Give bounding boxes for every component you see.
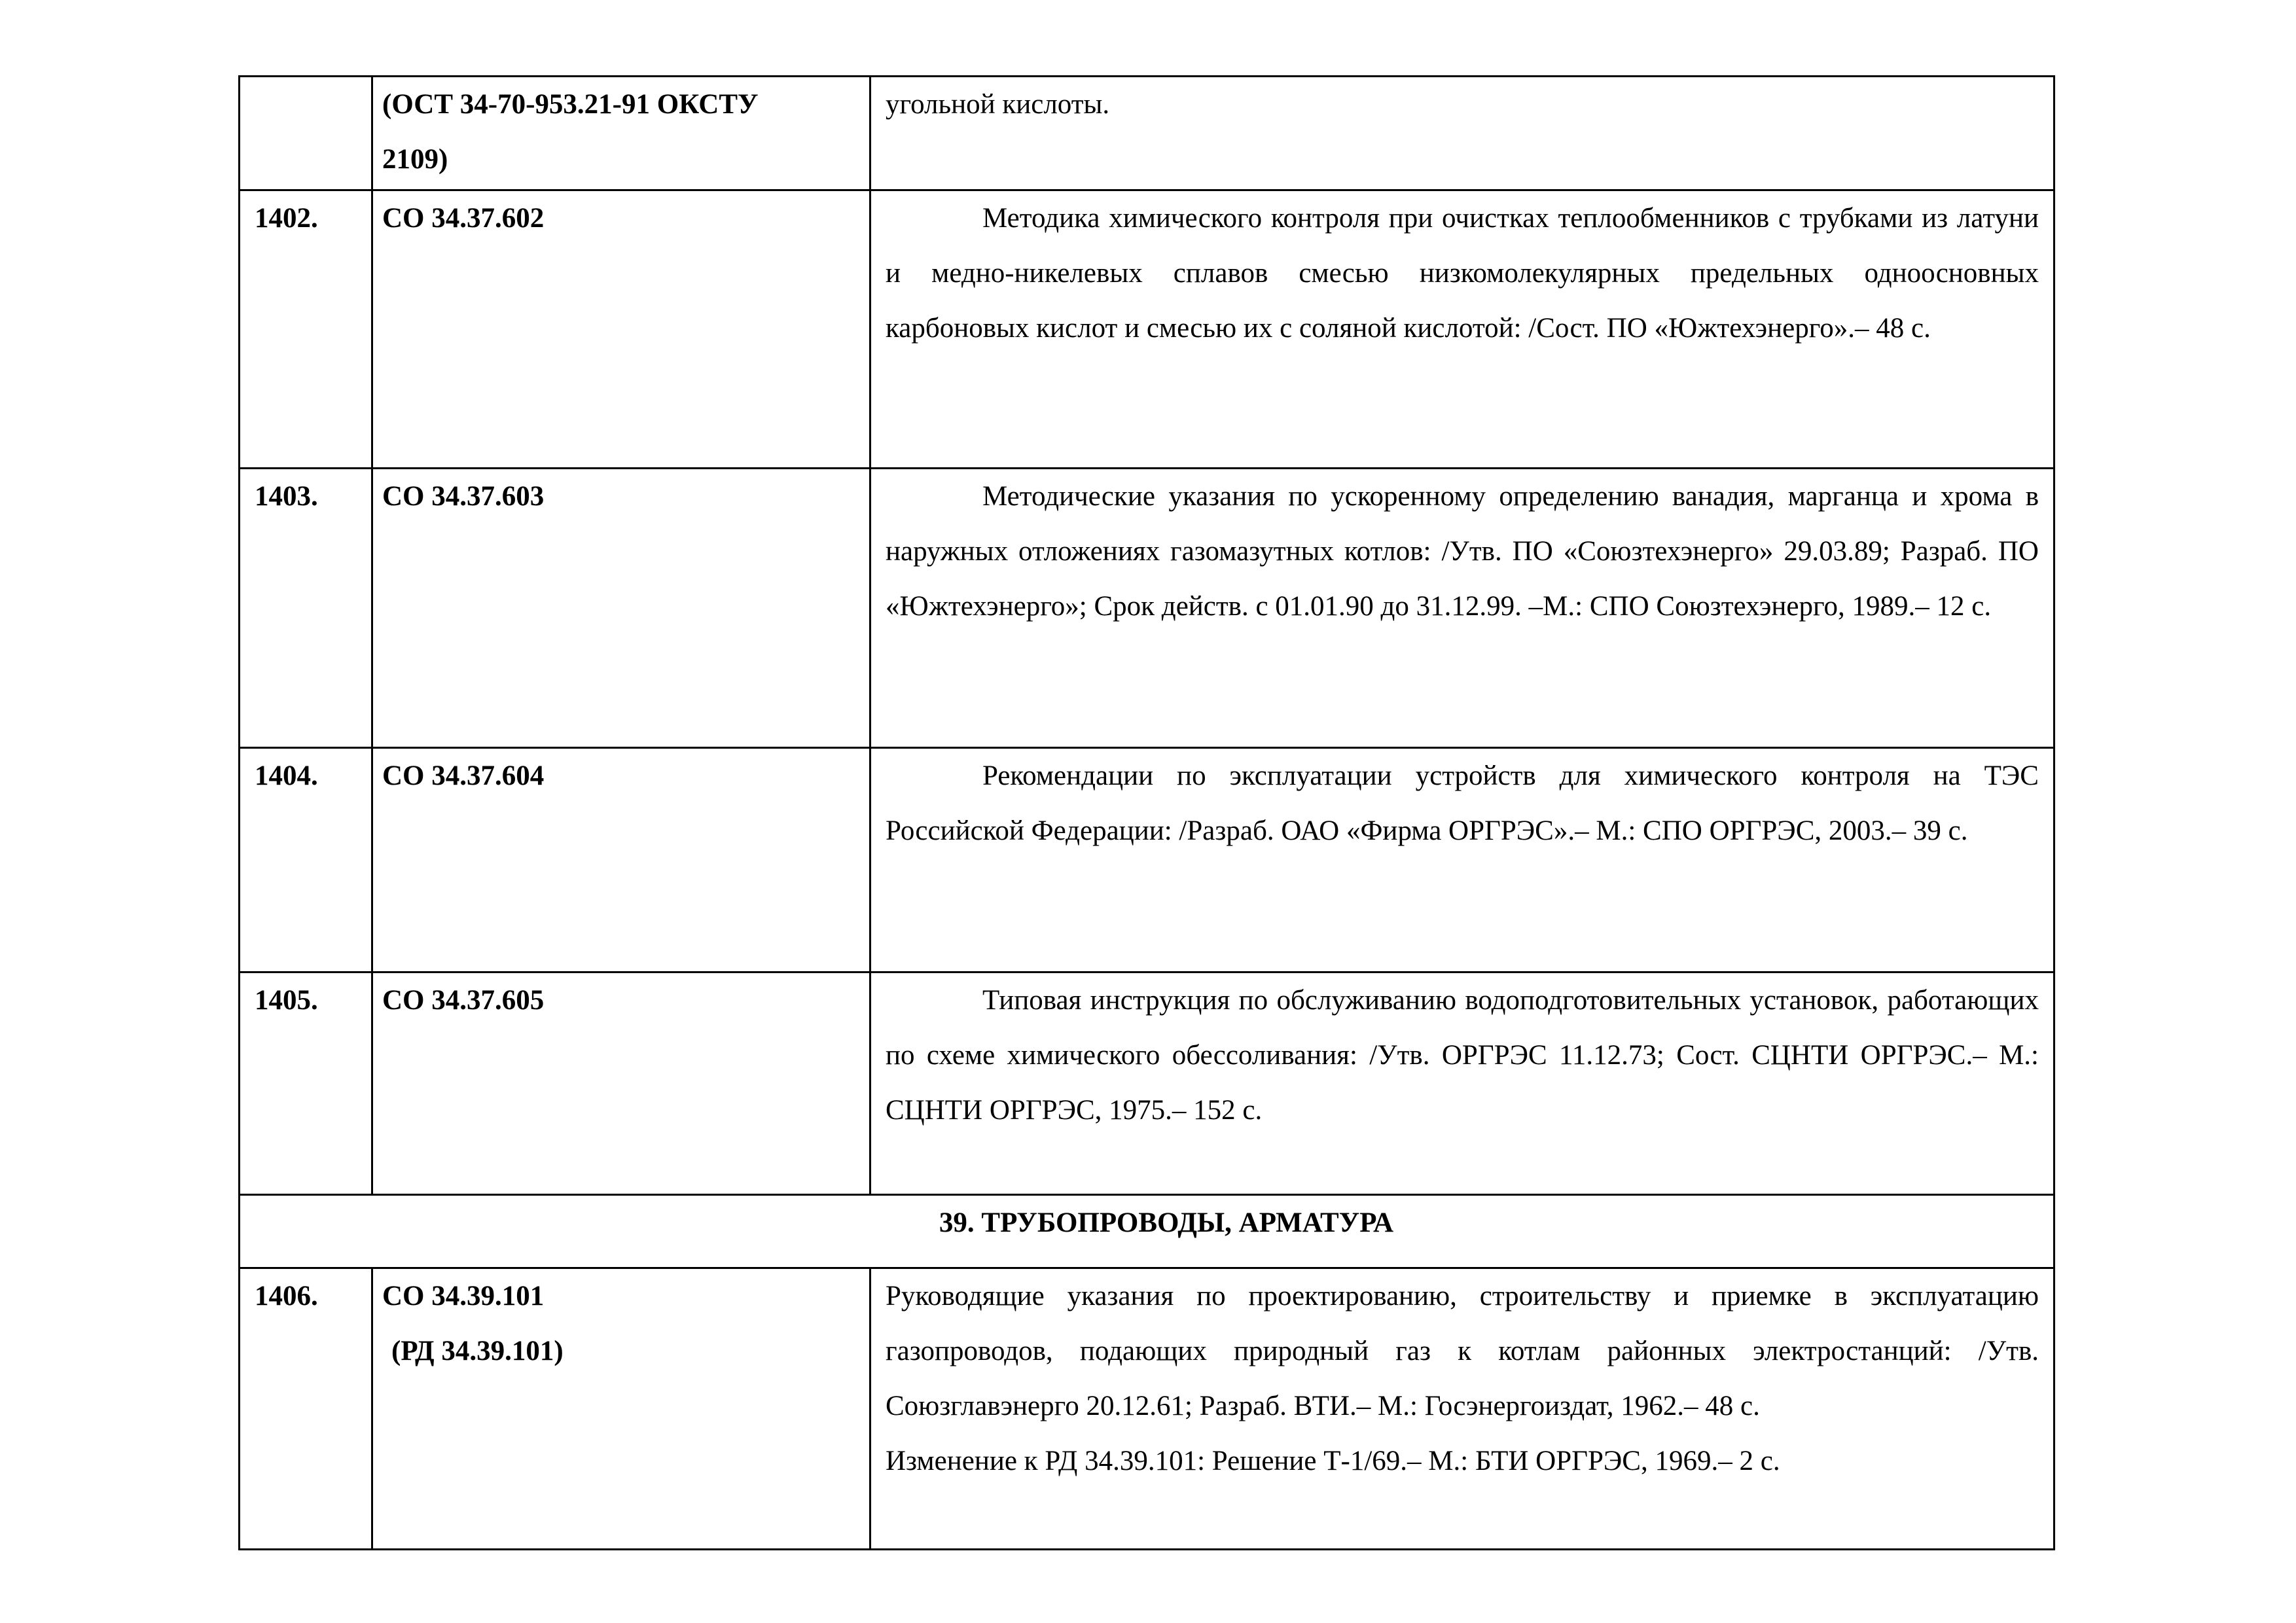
- row-code-line: 2109): [382, 144, 448, 175]
- row-number: 1405.: [240, 972, 372, 1195]
- table-row: [240, 748, 2054, 972]
- section-heading-cell: [240, 1195, 2054, 1268]
- table-row: [240, 972, 2054, 1195]
- section-heading: 39. ТРУБОПРОВОДЫ, АРМАТУРА: [939, 1207, 1394, 1238]
- row-description-cell: [870, 469, 2054, 748]
- row-code-cell: [372, 77, 870, 190]
- standards-register-table: [238, 75, 2055, 1550]
- row-description: угольной кислоты.: [886, 89, 1110, 120]
- row-code: СО 34.37.602: [372, 190, 870, 469]
- row-amendment: Изменение к РД 34.39.101: Решение Т-1/69.– М.: БТИ ОРГРЭС, 1969.– 2 с.: [886, 1446, 1780, 1476]
- row-description-cell: [870, 748, 2054, 972]
- row-code: СО 34.37.605: [372, 972, 870, 1195]
- row-description-cell: [870, 972, 2054, 1195]
- table-row-continuation: [240, 77, 2054, 190]
- row-description: Рекомендации по эксплуатации устройств для химического контроля на ТЭС Российской Федерации: /Разраб. ОАО «Фирма ОРГРЭС».– М.: СПО ОРГРЭС, 2003.– 39 с.: [886, 760, 2039, 846]
- table-row: [240, 190, 2054, 469]
- row-description-cell: [870, 77, 2054, 190]
- row-code-cell: [372, 1268, 870, 1550]
- row-number-cell: [240, 77, 372, 190]
- row-code-alt: (РД 34.39.101): [391, 1336, 564, 1366]
- row-number: 1402.: [240, 190, 372, 469]
- row-code: СО 34.39.101: [382, 1281, 545, 1311]
- table-row: [240, 1268, 2054, 1550]
- row-description: Методика химического контроля при очистках теплообменников с трубками из латуни и медно-никелевых сплавов смесью низкомолекулярных предельных одноосновных карбоновых кислот и смесью их с соляной кислотой: /Сост. ПО «Южтехэнерго».– 48 с.: [886, 203, 2039, 344]
- row-code: СО 34.37.603: [372, 469, 870, 748]
- row-number: 1403.: [240, 469, 372, 748]
- row-description-cell: [870, 1268, 2054, 1550]
- row-description: Типовая инструкция по обслуживанию водоподготовительных установок, работающих по схеме химического обессоливания: /Утв. ОРГРЭС 11.12.73; Сост. СЦНТИ ОРГРЭС.– М.: СЦНТИ ОРГРЭС, 1975.– 152 с.: [886, 985, 2039, 1126]
- row-description: Руководящие указания по проектированию, строительству и приемке в эксплуатацию газопроводов, подающих природный газ к котлам районных электростанций: /Утв. Союзглавэнерго 20.12.61; Разраб. ВТИ.– М.: Госэнергоиздат, 1962.– 48 с.: [886, 1281, 2039, 1421]
- row-description-cell: [870, 190, 2054, 469]
- row-description: Методические указания по ускоренному определению ванадия, марганца и хрома в наружных отложениях газомазутных котлов: /Утв. ПО «Союзтехэнерго» 29.03.89; Разраб. ПО «Южтехэнерго»; Срок действ. с 01.01.90 до 31.12.99. –М.: СПО Союзтехэнерго, 1989.– 12 с.: [886, 481, 2039, 622]
- row-code: СО 34.37.604: [372, 748, 870, 972]
- row-code-line: (ОСТ 34-70-953.21-91 ОКСТУ: [382, 89, 759, 120]
- section-heading-row: [240, 1195, 2054, 1268]
- row-number: 1404.: [240, 748, 372, 972]
- table-row: [240, 469, 2054, 748]
- row-number: 1406.: [240, 1268, 372, 1550]
